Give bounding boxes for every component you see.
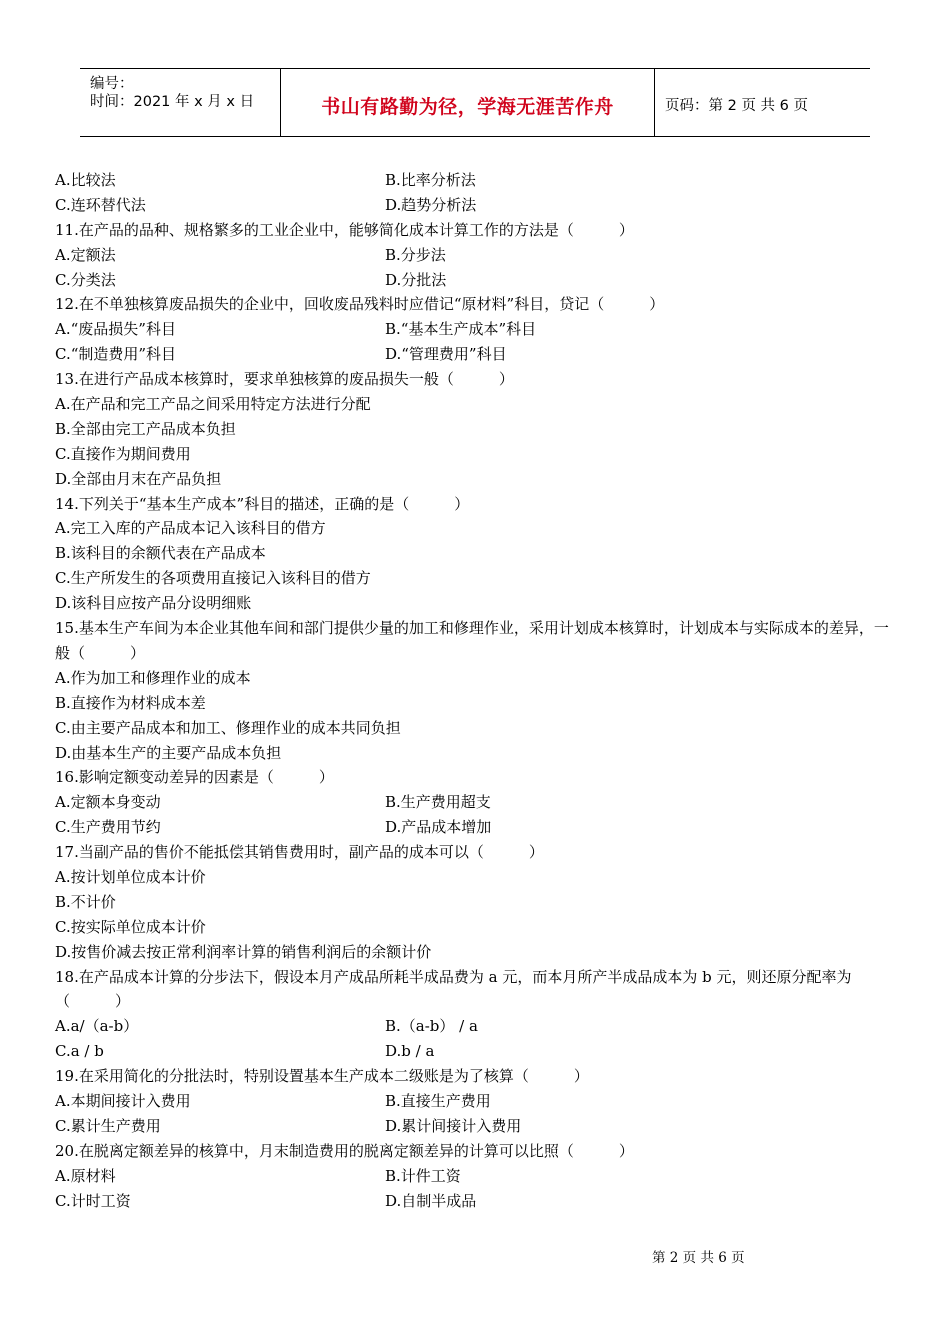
option: C.由主要产品成本和加工、修理作业的成本共同负担 xyxy=(55,718,401,737)
option: A.比较法 xyxy=(55,171,116,189)
header-page-cell xyxy=(655,69,870,136)
question-stem: 15.基本生产车间为本企业其他车间和部门提供少量的加工和修理作业，采用计划成本核算时，计划成本与实际成本的差异，一般（ ） xyxy=(55,619,889,662)
option: A.作为加工和修理作业的成本 xyxy=(55,668,251,687)
option: B.直接生产费用 xyxy=(385,1092,491,1111)
option-row xyxy=(55,168,900,193)
question-stem: 18.在产品成本计算的分步法下，假设本月产成品所耗半成品费为 a 元，而本月所产半成品成本为 b 元，则还原分配率为（ ） xyxy=(55,967,852,1011)
option-row xyxy=(55,317,900,342)
option: D.全部由月末在产品负担 xyxy=(55,469,222,488)
option-row xyxy=(55,243,900,268)
option: B.比率分析法 xyxy=(385,171,476,189)
option: A.“废品损失”科目 xyxy=(55,320,176,339)
option: D.该科目应按产品分设明细账 xyxy=(55,594,252,613)
option-row xyxy=(55,268,900,293)
option: A.原材料 xyxy=(55,1166,116,1185)
option: C.直接作为期间费用 xyxy=(55,444,191,463)
option: D.趋势分析法 xyxy=(385,195,477,214)
option-row xyxy=(55,1164,900,1189)
document-number-label: 编号： xyxy=(90,76,134,92)
option: C.生产所发生的各项费用直接记入该科目的借方 xyxy=(55,569,371,588)
option: C.“制造费用”科目 xyxy=(55,345,177,364)
option: A.本期间接计入费用 xyxy=(55,1092,191,1111)
question-stem: 13.在进行产品成本核算时，要求单独核算的废品损失一般（ ） xyxy=(55,370,514,389)
option: A.完工入库的产品成本记入该科目的借方 xyxy=(55,519,326,538)
option-row xyxy=(55,193,900,218)
option: A.按计划单位成本计价 xyxy=(55,867,206,886)
question-stem: 12.在不单独核算废品损失的企业中，回收废品残料时应借记“原材料”科目，贷记（ ） xyxy=(55,295,665,314)
option: B.（a-b） / a xyxy=(385,1017,478,1036)
option: A.定额法 xyxy=(55,245,116,264)
question-stem: 17.当副产品的售价不能抵偿其销售费用时，副产品的成本可以（ ） xyxy=(55,843,544,862)
header-motto-cell xyxy=(281,69,655,136)
option-row xyxy=(55,1014,900,1039)
option: C.连环替代法 xyxy=(55,195,146,214)
option: C.生产费用节约 xyxy=(55,818,161,837)
option: B.生产费用超支 xyxy=(385,793,491,812)
option: B.不计价 xyxy=(55,892,116,911)
option: D.累计间接计入费用 xyxy=(385,1116,522,1135)
option: A.定额本身变动 xyxy=(55,793,161,812)
option: D.按售价减去按正常利润率计算的销售利润后的余额计价 xyxy=(55,942,432,961)
header-motto: 书山有路勤为径，学海无涯苦作舟 xyxy=(321,96,614,118)
question-stem: 11.在产品的品种、规格繁多的工业企业中，能够简化成本计算工作的方法是（ ） xyxy=(55,220,634,239)
option: C.计时工资 xyxy=(55,1191,131,1210)
option: C.a / b xyxy=(55,1042,104,1061)
question-stem: 16.影响定额变动差异的因素是（ ） xyxy=(55,768,334,787)
option: B.计件工资 xyxy=(385,1166,461,1185)
option: D.自制半成品 xyxy=(385,1191,477,1210)
option-row xyxy=(55,1189,900,1214)
option: B.“基本生产成本”科目 xyxy=(385,320,537,339)
question-stem: 19.在采用简化的分批法时，特别设置基本生产成本二级账是为了核算（ ） xyxy=(55,1067,589,1086)
option: C.分类法 xyxy=(55,270,116,289)
option: D.“管理费用”科目 xyxy=(385,345,507,364)
page-header xyxy=(80,68,870,137)
option: C.累计生产费用 xyxy=(55,1116,161,1135)
option-row xyxy=(55,1039,900,1064)
document-date: 时间：2021 年 x 月 x 日 xyxy=(90,94,255,110)
page-footer: 第 2 页 共 6 页 xyxy=(652,1250,745,1266)
option: D.分批法 xyxy=(385,270,447,289)
question-stem: 20.在脱离定额差异的核算中，月末制造费用的脱离定额差异的计算可以比照（ ） xyxy=(55,1141,634,1160)
option: B.全部由完工产品成本负担 xyxy=(55,419,236,438)
option: D.b / a xyxy=(385,1042,435,1061)
header-page-info: 页码：第 2 页 共 6 页 xyxy=(665,98,808,114)
option: A.在产品和完工产品之间采用特定方法进行分配 xyxy=(55,395,371,414)
question-list xyxy=(55,168,900,1213)
question-stem: 14.下列关于“基本生产成本”科目的描述，正确的是（ ） xyxy=(55,494,470,513)
option: A.a/（a-b） xyxy=(55,1017,139,1036)
option: B.该科目的余额代表在产品成本 xyxy=(55,544,266,563)
option: D.由基本生产的主要产品成本负担 xyxy=(55,743,282,762)
option: D.产品成本增加 xyxy=(385,818,492,837)
option: B.分步法 xyxy=(385,245,446,264)
option-row xyxy=(55,790,900,815)
option: B.直接作为材料成本差 xyxy=(55,693,206,712)
option-row xyxy=(55,1089,900,1114)
option-row xyxy=(55,815,900,840)
option-row xyxy=(55,342,900,367)
header-meta xyxy=(80,69,281,136)
option: C.按实际单位成本计价 xyxy=(55,917,206,936)
option-row xyxy=(55,1114,900,1139)
